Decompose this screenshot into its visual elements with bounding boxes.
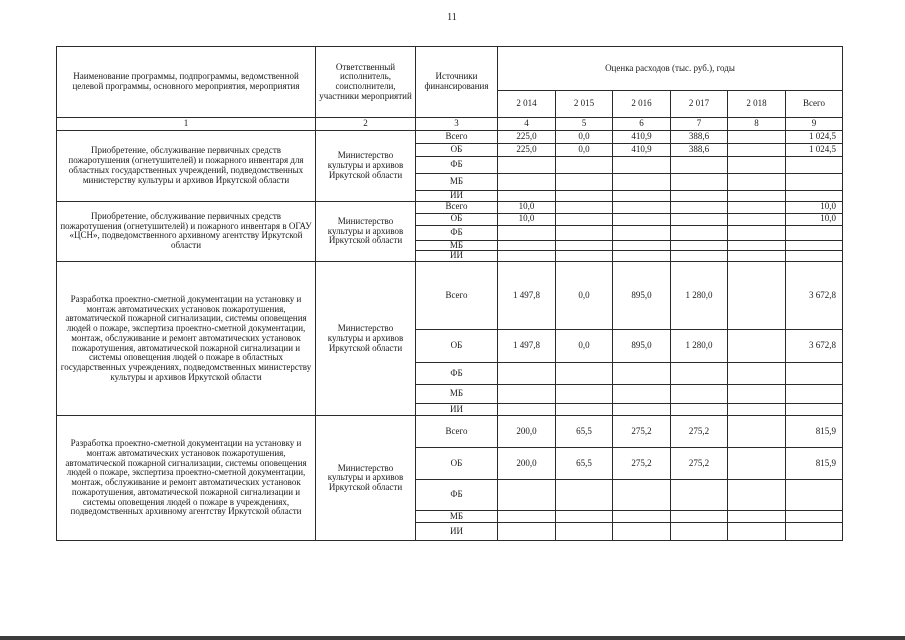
amount-cell (728, 523, 786, 541)
amount-cell: 225,0 (498, 144, 556, 157)
amount-cell: 0,0 (556, 330, 613, 363)
column-number: 6 (613, 118, 671, 131)
header-year-total: Всего (786, 91, 843, 118)
amount-cell: 275,2 (671, 448, 728, 480)
amount-cell (671, 174, 728, 191)
total-cell (786, 225, 843, 240)
amount-cell (671, 404, 728, 416)
header-year: 2 018 (728, 91, 786, 118)
amount-cell (556, 404, 613, 416)
amount-cell: 1 280,0 (671, 262, 728, 330)
column-number: 5 (556, 118, 613, 131)
funding-source: МБ (416, 511, 498, 523)
amount-cell (613, 511, 671, 523)
total-cell: 815,9 (786, 416, 843, 448)
amount-cell (498, 191, 556, 202)
amount-cell: 200,0 (498, 416, 556, 448)
amount-cell (728, 131, 786, 144)
amount-cell (498, 240, 556, 251)
amount-cell: 275,2 (613, 416, 671, 448)
funding-source: ИИ (416, 191, 498, 202)
column-number-row (57, 118, 843, 131)
funding-source: ОБ (416, 448, 498, 480)
total-cell (786, 191, 843, 202)
amount-cell: 10,0 (498, 213, 556, 225)
funding-source: ФБ (416, 480, 498, 511)
amount-cell (671, 201, 728, 213)
amount-cell (556, 240, 613, 251)
amount-cell: 65,5 (556, 416, 613, 448)
amount-cell (556, 385, 613, 404)
scan-bottom-edge (0, 636, 905, 640)
funding-source: ИИ (416, 251, 498, 262)
amount-cell (613, 480, 671, 511)
funding-source: ИИ (416, 404, 498, 416)
column-number: 2 (316, 118, 416, 131)
amount-cell (498, 523, 556, 541)
total-cell (786, 240, 843, 251)
amount-cell: 410,9 (613, 144, 671, 157)
header-year: 2 016 (613, 91, 671, 118)
amount-cell (671, 480, 728, 511)
amount-cell (498, 174, 556, 191)
amount-cell: 895,0 (613, 262, 671, 330)
funding-source: ОБ (416, 213, 498, 225)
amount-cell (498, 157, 556, 174)
table-row (57, 131, 843, 144)
funding-source: Всего (416, 262, 498, 330)
amount-cell (728, 157, 786, 174)
total-cell: 3 672,8 (786, 262, 843, 330)
column-number: 1 (57, 118, 316, 131)
amount-cell (728, 174, 786, 191)
amount-cell (671, 213, 728, 225)
amount-cell: 1 280,0 (671, 330, 728, 363)
amount-cell (671, 523, 728, 541)
amount-cell (556, 251, 613, 262)
amount-cell: 65,5 (556, 448, 613, 480)
amount-cell (613, 385, 671, 404)
amount-cell (613, 157, 671, 174)
program-name: Разработка проектно-сметной документации на установку и монтаж автоматических установок пожаротушения, автоматической пожарной сигнализации, системы оповещения людей о пожаре, экспертиза проектно-сметной документации, монтаж, обслуживание и ремонт автоматических установок пожаротушения, автоматической пожарной сигнализации и системы оповещения людей о пожаре в учреждениях, подведомственных архивному агентству Иркутской области (57, 416, 316, 541)
header-year: 2 017 (671, 91, 728, 118)
amount-cell (613, 404, 671, 416)
amount-cell (613, 523, 671, 541)
column-number: 9 (786, 118, 843, 131)
header-source: Источники финансирования (416, 47, 498, 118)
amount-cell (613, 174, 671, 191)
amount-cell: 275,2 (671, 416, 728, 448)
funding-source: ФБ (416, 363, 498, 385)
amount-cell (556, 225, 613, 240)
amount-cell (613, 191, 671, 202)
amount-cell (498, 404, 556, 416)
program-name: Приобретение, обслуживание первичных средств пожаротушения (огнетушителей) и пожарного инвентаря в ОГАУ «ЦСН», подведомственного архивному агентству Иркутской области (57, 201, 316, 261)
column-number: 4 (498, 118, 556, 131)
total-cell (786, 363, 843, 385)
amount-cell (728, 416, 786, 448)
amount-cell: 388,6 (671, 144, 728, 157)
amount-cell (671, 191, 728, 202)
funding-source: МБ (416, 240, 498, 251)
amount-cell (728, 191, 786, 202)
amount-cell (498, 251, 556, 262)
amount-cell (556, 191, 613, 202)
amount-cell (556, 511, 613, 523)
amount-cell (728, 213, 786, 225)
amount-cell (556, 201, 613, 213)
amount-cell: 0,0 (556, 262, 613, 330)
amount-cell: 410,9 (613, 131, 671, 144)
funding-source: ФБ (416, 225, 498, 240)
total-cell (786, 480, 843, 511)
total-cell: 3 672,8 (786, 330, 843, 363)
amount-cell: 200,0 (498, 448, 556, 480)
amount-cell (556, 480, 613, 511)
amount-cell (728, 144, 786, 157)
amount-cell (498, 363, 556, 385)
amount-cell (728, 480, 786, 511)
amount-cell (613, 225, 671, 240)
total-cell (786, 385, 843, 404)
total-cell: 815,9 (786, 448, 843, 480)
amount-cell (728, 404, 786, 416)
responsible-executor: Министерство культуры и архивов Иркутской области (316, 416, 416, 541)
amount-cell (671, 240, 728, 251)
amount-cell (728, 511, 786, 523)
amount-cell (728, 385, 786, 404)
amount-cell: 1 497,8 (498, 330, 556, 363)
total-cell: 10,0 (786, 201, 843, 213)
header-name: Наименование программы, подпрограммы, ведомственной целевой программы, основного мероприятия, мероприятия (57, 47, 316, 118)
table-row (57, 262, 843, 330)
header-executor: Ответственный исполнитель, соисполнители, участники мероприятий (316, 47, 416, 118)
amount-cell: 225,0 (498, 131, 556, 144)
funding-source: Всего (416, 416, 498, 448)
amount-cell (498, 480, 556, 511)
amount-cell: 388,6 (671, 131, 728, 144)
amount-cell (556, 363, 613, 385)
program-name: Приобретение, обслуживание первичных средств пожаротушения (огнетушителей) и пожарного инвентаря для областных государственных учреждений, подведомственных министерству культуры и архивов Иркутской области (57, 131, 316, 202)
amount-cell (728, 201, 786, 213)
amount-cell (671, 363, 728, 385)
header-year: 2 014 (498, 91, 556, 118)
amount-cell (613, 251, 671, 262)
total-cell: 1 024,5 (786, 131, 843, 144)
funding-source: ОБ (416, 330, 498, 363)
column-number: 3 (416, 118, 498, 131)
total-cell (786, 523, 843, 541)
amount-cell (671, 225, 728, 240)
amount-cell (728, 240, 786, 251)
program-name: Разработка проектно-сметной документации на установку и монтаж автоматических установок пожаротушения, автоматической пожарной сигнализации, системы оповещения людей о пожаре, экспертиза проектно-сметной документации, монтаж, обслуживание и ремонт автоматических установок пожаротушения, автоматической пожарной сигнализации и системы оповещения людей о пожаре в областных государственных учреждениях, подведомственных министерству культуры и архивов Иркутской области (57, 262, 316, 416)
header-costs: Оценка расходов (тыс. руб.), годы (498, 47, 843, 91)
amount-cell (728, 262, 786, 330)
amount-cell (498, 225, 556, 240)
total-cell: 10,0 (786, 213, 843, 225)
column-number: 7 (671, 118, 728, 131)
column-number: 8 (728, 118, 786, 131)
amount-cell: 10,0 (498, 201, 556, 213)
funding-source: Всего (416, 131, 498, 144)
amount-cell (671, 251, 728, 262)
total-cell (786, 157, 843, 174)
amount-cell: 0,0 (556, 144, 613, 157)
amount-cell (556, 174, 613, 191)
amount-cell: 1 497,8 (498, 262, 556, 330)
amount-cell (671, 511, 728, 523)
amount-cell (556, 213, 613, 225)
total-cell (786, 511, 843, 523)
amount-cell (613, 213, 671, 225)
responsible-executor: Министерство культуры и архивов Иркутской области (316, 262, 416, 416)
responsible-executor: Министерство культуры и архивов Иркутской области (316, 201, 416, 261)
expenditure-table (56, 46, 843, 541)
amount-cell (613, 201, 671, 213)
amount-cell (556, 523, 613, 541)
amount-cell (613, 363, 671, 385)
amount-cell: 0,0 (556, 131, 613, 144)
amount-cell: 895,0 (613, 330, 671, 363)
funding-source: МБ (416, 385, 498, 404)
amount-cell (613, 240, 671, 251)
table-row (57, 201, 843, 213)
total-cell (786, 404, 843, 416)
funding-source: МБ (416, 174, 498, 191)
amount-cell (498, 511, 556, 523)
page-number: 11 (447, 12, 457, 23)
amount-cell (728, 363, 786, 385)
funding-source: ФБ (416, 157, 498, 174)
funding-source: ОБ (416, 144, 498, 157)
amount-cell (671, 385, 728, 404)
amount-cell (498, 385, 556, 404)
header-year: 2 015 (556, 91, 613, 118)
amount-cell (728, 225, 786, 240)
funding-source: Всего (416, 201, 498, 213)
amount-cell (671, 157, 728, 174)
amount-cell (728, 251, 786, 262)
funding-source: ИИ (416, 523, 498, 541)
amount-cell (556, 157, 613, 174)
table-row (57, 416, 843, 448)
total-cell (786, 174, 843, 191)
amount-cell (728, 448, 786, 480)
total-cell (786, 251, 843, 262)
total-cell: 1 024,5 (786, 144, 843, 157)
amount-cell (728, 330, 786, 363)
responsible-executor: Министерство культуры и архивов Иркутской области (316, 131, 416, 202)
amount-cell: 275,2 (613, 448, 671, 480)
